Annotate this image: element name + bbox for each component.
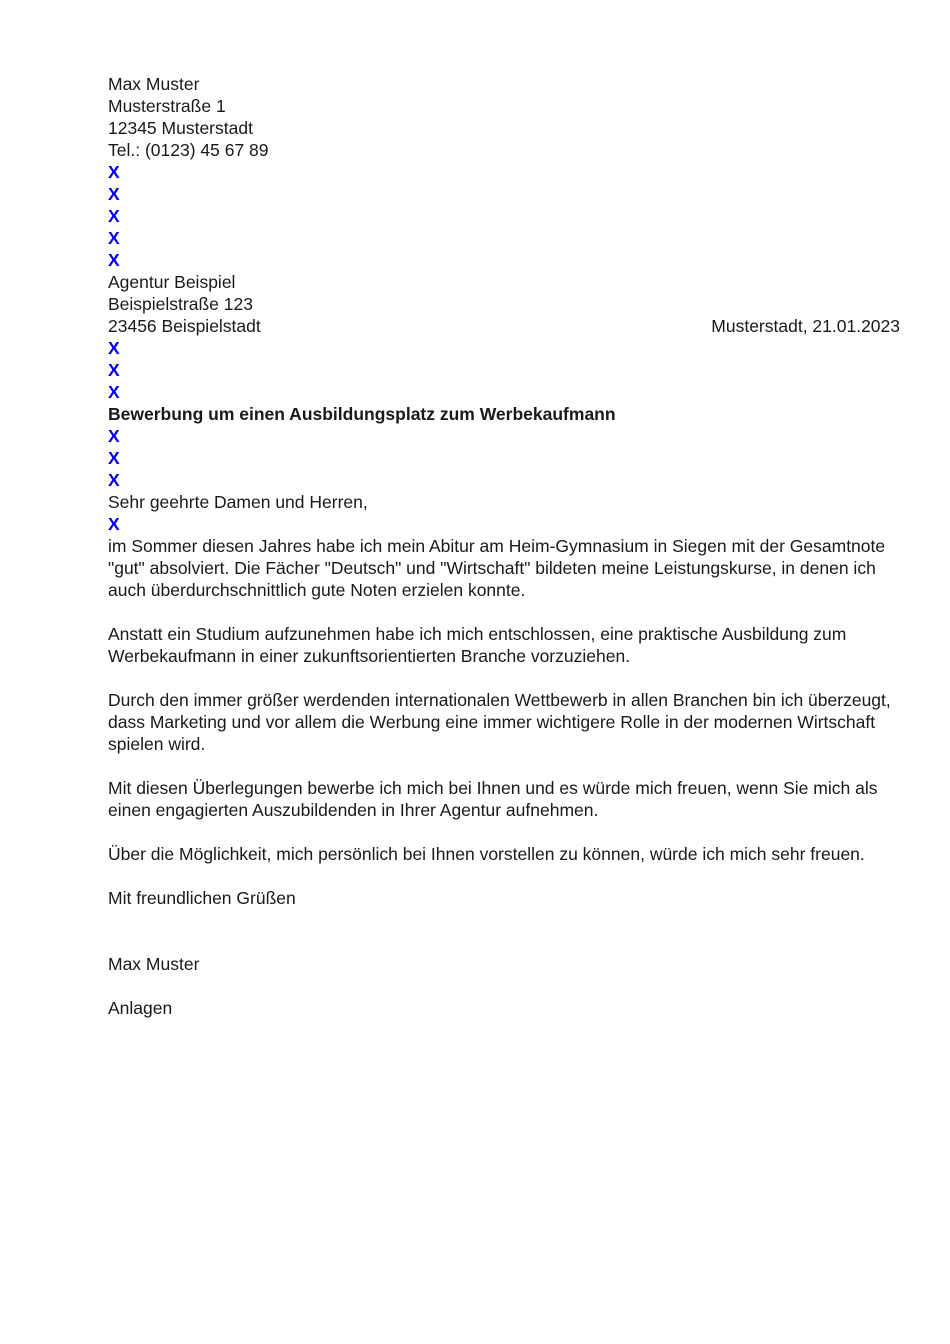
- body-paragraph: Anstatt ein Studium aufzunehmen habe ich mich entschlossen, eine praktische Ausbildung zum Werbekaufmann in einer zukunftsorientierten Branche vorzuziehen.: [108, 624, 847, 666]
- subject-line: Bewerbung um einen Ausbildungsplatz zum Werbekaufmann: [108, 404, 616, 424]
- sender-phone: Tel.: (0123) 45 67 89: [108, 140, 269, 160]
- spacing-marker: X: [108, 162, 120, 182]
- body-paragraph: im Sommer diesen Jahres habe ich mein Abitur am Heim-Gymnasium in Siegen mit der Gesamtnote "gut" absolviert. Die Fächer "Deutsch" und "Wirtschaft" bildeten meine Leistungskurse, in denen ich auch überdurchschnittlich gute Noten erzielen konnte.: [108, 536, 886, 600]
- spacing-marker: X: [108, 426, 120, 446]
- spacing-marker: X: [108, 206, 120, 226]
- recipient-block: [108, 271, 900, 337]
- recipient-company: Agentur Beispiel: [108, 272, 236, 292]
- sender-name: Max Muster: [108, 74, 200, 94]
- spacing-marker: X: [108, 514, 120, 534]
- spacing-marker: X: [108, 228, 120, 248]
- letter-body: [108, 535, 900, 865]
- sender-city: 12345 Musterstadt: [108, 118, 253, 138]
- spacing-marker: X: [108, 470, 120, 490]
- sender-street: Musterstraße 1: [108, 96, 226, 116]
- spacing-marker: X: [108, 360, 120, 380]
- recipient-street: Beispielstraße 123: [108, 294, 253, 314]
- spacing-marker: X: [108, 184, 120, 204]
- letter-page: [108, 73, 900, 1019]
- body-paragraph: Mit diesen Überlegungen bewerbe ich mich bei Ihnen und es würde mich freuen, wenn Sie mich als einen engagierten Auszubildenden in Ihrer Agentur aufnehmen.: [108, 778, 878, 820]
- place-date: Musterstadt, 21.01.2023: [711, 316, 900, 336]
- spacing-marker: X: [108, 448, 120, 468]
- spacing-marker: X: [108, 382, 120, 402]
- spacing-marker: X: [108, 338, 120, 358]
- body-paragraph: Über die Möglichkeit, mich persönlich bei Ihnen vorstellen zu können, würde ich mich sehr freuen.: [108, 844, 865, 864]
- recipient-city: 23456 Beispielstadt: [108, 316, 261, 336]
- spacing-marker: X: [108, 250, 120, 270]
- signature-name: Max Muster: [108, 954, 200, 974]
- salutation: Sehr geehrte Damen und Herren,: [108, 492, 368, 512]
- attachments-label: Anlagen: [108, 998, 173, 1018]
- sender-block: [108, 73, 900, 161]
- body-paragraph: Durch den immer größer werdenden internationalen Wettbewerb in allen Branchen bin ich überzeugt, dass Marketing und vor allem die Werbung eine immer wichtigere Rolle in der modernen Wirtschaft spielen wird.: [108, 690, 891, 754]
- recipient-city-date-row: [108, 315, 900, 337]
- closing: Mit freundlichen Grüßen: [108, 888, 296, 908]
